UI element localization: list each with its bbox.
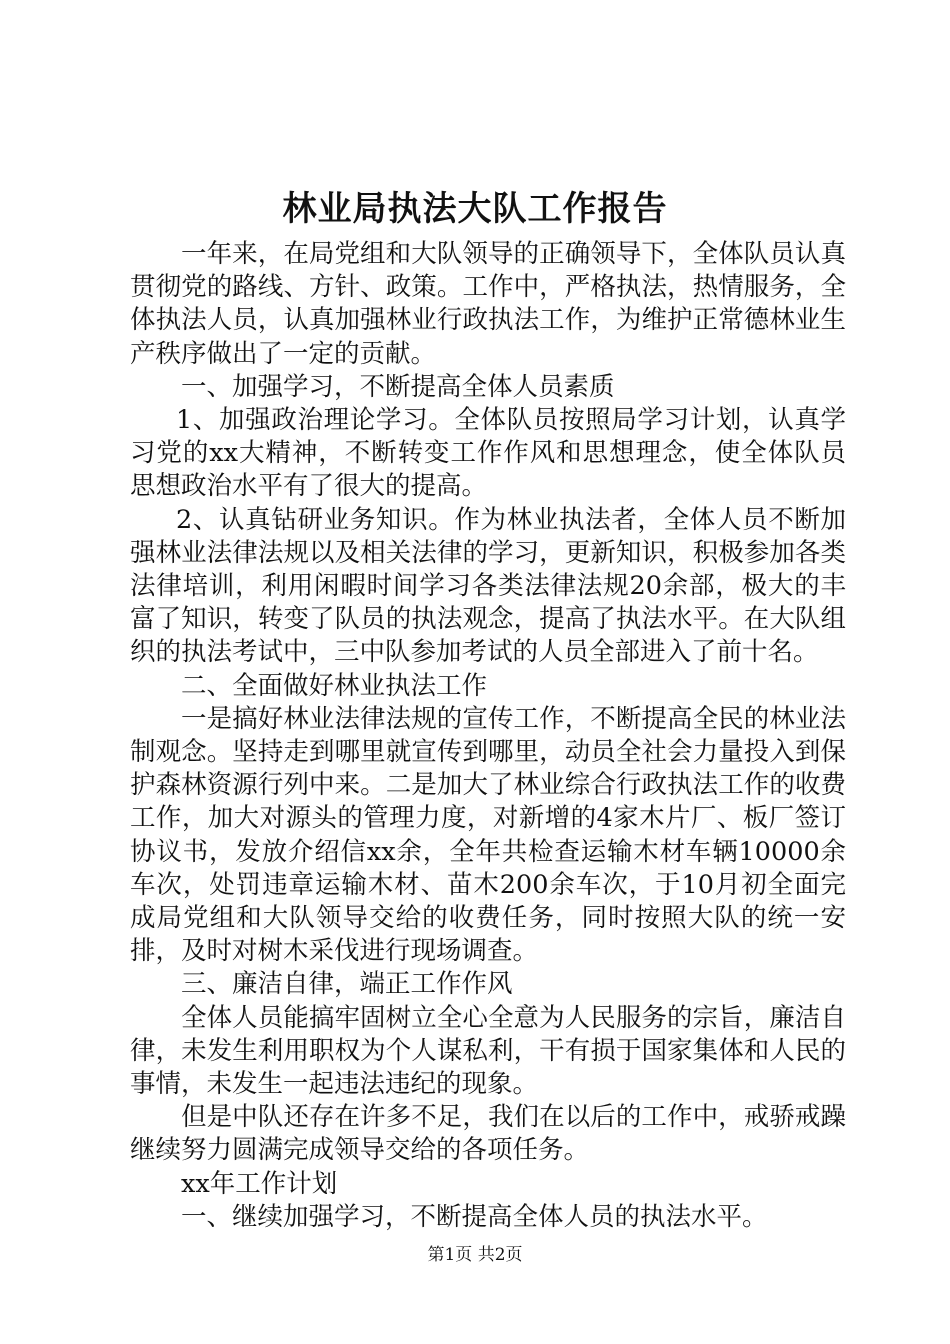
paragraph-1-2: 2、认真钻研业务知识。作为林业执法者，全体人员不断加强林业法律法规以及相关法律的学习，更新知识，积极参加各类法律培训，利用闲暇时间学习各类法律法规20余部，极大的丰富了知识，转变了队员的执法观念，提高了执法水平。在大队组织的执法考试中，三中队参加考试的人员全部进入了前十名。 xyxy=(130,504,846,668)
section-heading-1: 一、加强学习，不断提高全体人员素质 xyxy=(181,371,615,402)
section-heading-2: 二、全面做好林业执法工作 xyxy=(181,670,488,701)
plan-item-1: 一、继续加强学习，不断提高全体人员的执法水平。 xyxy=(181,1201,768,1232)
plan-heading: xx年工作计划 xyxy=(181,1168,338,1199)
paragraph-intro: 一年来，在局党组和大队领导的正确领导下，全体队员认真贯彻党的路线、方针、政策。工作中，严格执法，热情服务，全体执法人员，认真加强林业行政执法工作，为维护正常德林业生产秩序做出了一定的贡献。 xyxy=(130,239,846,369)
paragraph-conclusion: 但是中队还存在许多不足，我们在以后的工作中，戒骄戒躁继续努力圆满完成领导交给的各项任务。 xyxy=(130,1102,846,1166)
page-indicator: 第1页 共2页 xyxy=(427,1245,523,1265)
document-body xyxy=(130,238,846,1234)
paragraph-1-1: 1、加强政治理论学习。全体队员按照局学习计划，认真学习党的xx大精神，不断转变工作作风和思想理念，使全体队员思想政治水平有了很大的提高。 xyxy=(130,405,846,502)
section-heading-3: 三、廉洁自律，端正工作作风 xyxy=(181,969,513,1000)
paragraph-2: 一是搞好林业法律法规的宣传工作，不断提高全民的林业法制观念。坚持走到哪里就宣传到哪里，动员全社会力量投入到保护森林资源行列中来。二是加大了林业综合行政执法工作的收费工作，加大对源头的管理力度，对新增的4家木片厂、板厂签订协议书，发放介绍信xx余，全年共检查运输木材车辆10000余车次，处罚违章运输木材、苗木200余车次，于10月初全面完成局党组和大队领导交给的收费任务，同时按照大队的统一安排，及时对树木采伐进行现场调查。 xyxy=(130,703,846,967)
paragraph-3: 全体人员能搞牢固树立全心全意为人民服务的宗旨，廉洁自律，未发生利用职权为个人谋私利，干有损于国家集体和人民的事情，未发生一起违法违纪的现象。 xyxy=(130,1002,846,1100)
document-title: 林业局执法大队工作报告 xyxy=(282,189,668,229)
